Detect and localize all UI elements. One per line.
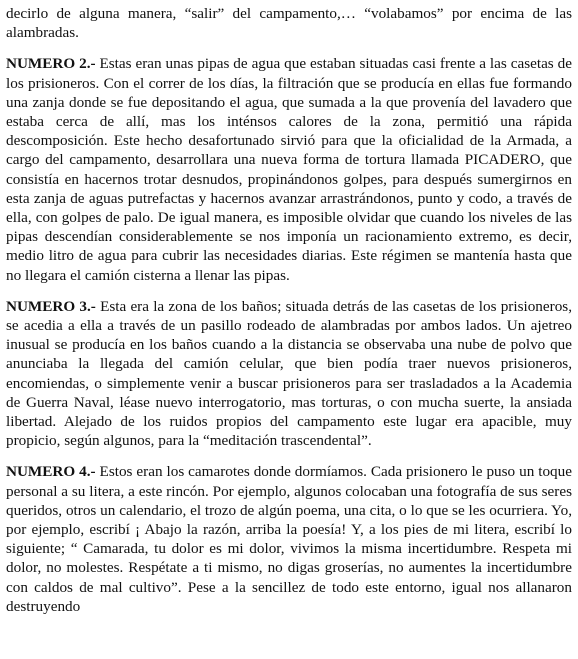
- paragraph-numero-4: [6, 462, 572, 616]
- document-page: [6, 4, 572, 628]
- paragraph-numero-2: [6, 54, 572, 284]
- paragraph-heading: NUMERO 4.-: [6, 463, 96, 481]
- paragraph-numero-3: [6, 297, 572, 451]
- paragraph-heading: NUMERO 3.-: [6, 297, 96, 315]
- paragraph-text: decirlo de alguna manera, “salir” del campamento,… “volabamos” por encima de las alambradas.: [6, 5, 572, 42]
- paragraph-intro: [6, 4, 572, 42]
- paragraph-text: Esta era la zona de los baños; situada detrás de las casetas de los prisioneros, se acedia a ella a través de un pasillo rodeado de alambradas por ambos lados. Un ajetreo inusual se producía en los baños cuando a la distancia se observaba una nube de polvo que anunciaba la llegada del camión celular, que bien podía traer nuevos prisioneros, encomiendas, o simplemente venir a buscar prisioneros para ser trasladados a la Academia de Guerra Naval, léase nuevo interrogatorio, mas torturas, o con mucha suerte, la ansiada libertad. Alejado de los ruidos propios del campamento este lugar era apacible, muy propicio, según algunos, para la “meditación trascendental”.: [6, 297, 572, 450]
- paragraph-text: Estas eran unas pipas de agua que estaban situadas casi frente a las casetas de los prisioneros. Con el correr de los días, la filtración que se producía en ellas fue formando una zanja donde se fue depositando el agua, que sumada a la que provenía del lavadero que estaba cerca de allí, mas los inténsos calores de la zona, permitió una rápida descomposición. Este hecho desafortunado sirvió para que la oficialidad de la Armada, a cargo del campamento, desarrollara una nueva forma de tortura llamada PICADERO, que consistía en hacernos trotar desnudos, propinándonos golpes, para después sumergirnos en esta zanja de aguas putrefactas y hacernos avanzar arrastrándonos, punto y codo, a través de ella, con golpes de palo. De igual manera, es imposible olvidar que cuando los niveles de las pipas descendían considerablemente se nos imponía un racionamiento extremo, es decir, medio litro de agua para cubrir las necesidades diarias. Este régimen se mantenía hasta que no llegara el camión cisterna a llenar las pipas.: [6, 55, 572, 284]
- paragraph-heading: NUMERO 2.-: [6, 55, 96, 73]
- paragraph-text: Estos eran los camarotes donde dormíamos. Cada prisionero le puso un toque personal a su litera, a este rincón. Por ejemplo, algunos colocaban una fotografía de sus seres queridos, otros un calendario, el trozo de algún poema, una cita, o lo que se les ocurriera. Yo, por ejemplo, escribí ¡ Abajo la razón, arriba la poesía! Y, a los pies de mi litera, escribí lo siguiente; “ Camarada, tu dolor es mi dolor, vivimos la misma incertidumbre. Respeta mi dolor, no molestes. Respétate a ti mismo, no digas groserías, no aumentes la incertidumbre con caldos de mal cultivo”. Pese a la sencillez de todo este entorno, igual nos allanaron destruyendo: [6, 463, 572, 615]
